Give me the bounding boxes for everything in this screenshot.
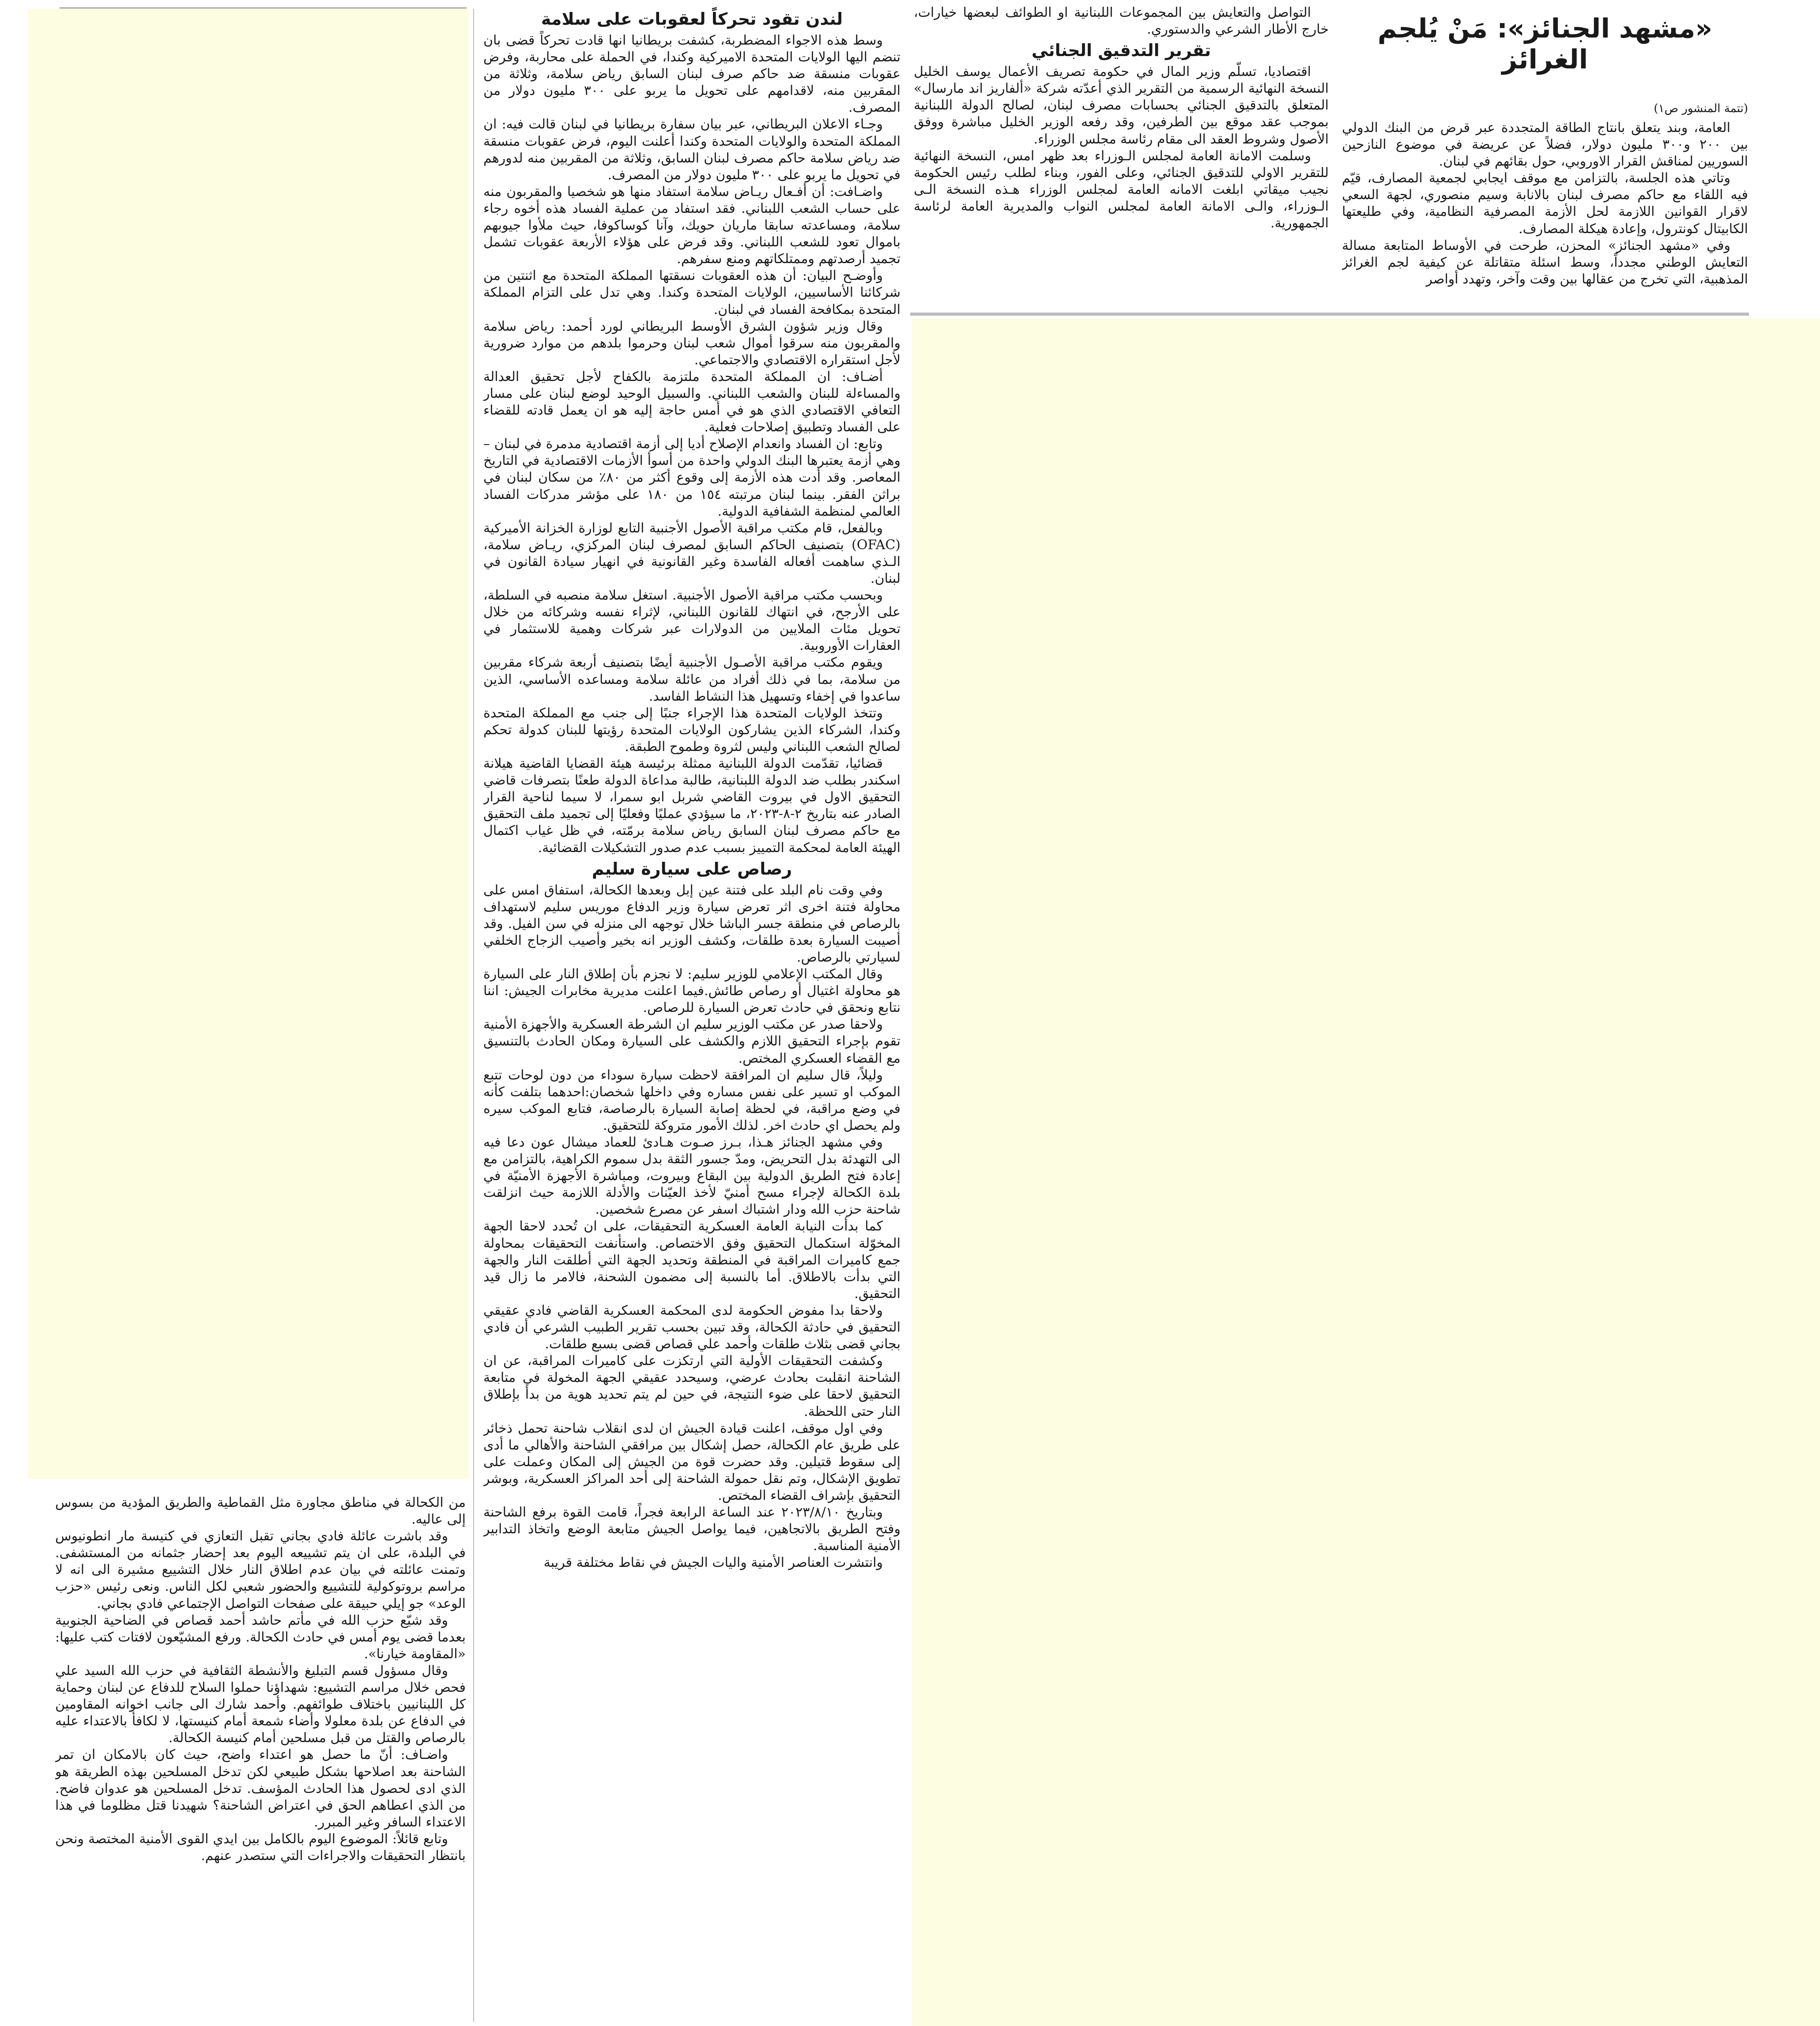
- article-paragraph: وانتشرت العناصر الأمنية واليات الجيش في نقاط مختلفة قريبة: [543, 1555, 883, 1571]
- rule-top-left-box: [60, 7, 467, 9]
- article-paragraph: وفي وقت نام البلد على فتنة عين إبل وبعدها الكحالة، استفاق امس على محاولة فتنة اخرى اثر تعرض سيارة وزير الدفاع موريس سليم لاستهداف بالرصاص في منطقة جسر الباشا خلال توجهه الى منزله في سن الفيل. وقد أصيبت السيارة بعدة طلقات، وكشف الوزير انه بخير وأصيب الزجاج الخلفي لسيارتي بالرصاص.: [483, 882, 901, 965]
- article-paragraph: وقال مسؤول قسم التبليغ والأنشطة الثقافية في حزب الله السيد علي فحص خلال مراسم التشييع: شهداؤنا حملوا السلاح للدفاع عن لبنان وحماية كل اللبنانيين باختلاف طوائفهم. وأحمد شارك الى جانب اخوانه المقاومين في الدفاع عن بلدة معلولا وأضاء شمعة أمام كنيستها، لا لكافأ بالاعتداء عليه بالرصاص والقتل من قبل مسلحين أمام كنيسة الكحالة.: [55, 1663, 466, 1746]
- article-continuation: [55, 1494, 466, 2022]
- article-paragraph: وبالفعل، قام مكتب مراقبة الأصول الأجنبية التابع لوزارة الخزانة الأميركية (OFAC) بتصنيف الحاكم السابق لمصرف لبنان المركزي، ريـاض سلامة، الـذي ساهمت أفعاله الفاسدة وغير القانونية في انهيار سيادة القانون في لبنان.: [483, 520, 901, 586]
- article-paragraph: وفي اول موقف، اعلنت قيادة الجيش ان لدى انقلاب شاحنة تحمل ذخائر على طريق عام الكحالة، حصل إشكال بين مرافقي الشاحنة والأهالي ما أدى إلى سقوط قتيلين. وقد حضرت قوة من الجيش إلى المكان وعملت على تطويق الإشكال، وتم نقل حمولة الشاحنة إلى أحد المراكز العسكرية، وبوشر التحقيق بإشراف القضاء المختص.: [483, 1420, 901, 1503]
- article-paragraph: وكشفت التحقيقات الأولية التي ارتكزت على كاميرات المراقبة، عن ان الشاحنة انقلبت بحادث عرضي، وسيحدد عقيقي الجهة المخولة في متابعة التحقيق لاحقا على ضوء النتيجة، في حين لم يتم تحديد هوية من بدأ بإطلاق النار حتى اللحظة.: [483, 1353, 901, 1419]
- article-paragraph: ولاحقا صدر عن مكتب الوزير سليم ان الشرطة العسكرية والأجهزة الأمنية تقوم بإجراء التحقيق اللازم والكشف على السيارة ومكان الحادث بالتنسيق مع القضاء العسكري المختص.: [483, 1017, 901, 1066]
- article-sanctions: [483, 7, 901, 2022]
- continued-note: (تتمة المنشور ص١): [1654, 102, 1748, 115]
- article-paragraph: وقال وزير شؤون الشرق الأوسط البريطاني لورد أحمد: رياض سلامة والمقربون منه سرقوا أموال شعب لبنان وحرموا بلدهم من موارد ضرورية لأجل استقراره الاقتصادي والاجتماعي.: [483, 318, 901, 368]
- article-paragraph: أضـاف: ان المملكة المتحدة ملتزمة بالكفاح لأجل تحقيق العدالة والمساءلة للبنان والشعب اللبناني. والسبيل الوحيد لوضع لبنان على مسار التعافي الاقتصادي الذي هو في أمس حاجة إليه هو ان يعمل قادته للقضاء على الفساد وتطبيق إصلاحات فعلية.: [483, 369, 901, 435]
- article-paragraph: وسط هذه الاجواء المضطربة، كشفت بريطانيا انها قادت تحركاً قضى بان تنضم اليها الولايات المتحدة الاميركية وكندا، في الحملة على محاربة، وفرض عقوبات منسقة ضد حاكم صرف لبنان السابق رياض سلامة، وثلاثة من المقربين منه، لاقدامهم على تحويل ما يربو على ٣٠٠ مليون دولار من المصرف.: [483, 33, 901, 116]
- article-paragraph: واضـاف: أنّ ما حصل هو اعتداء واضح، حيث كان بالامكان ان تمر الشاحنة بعد اصلاحها بشكل طبيعي لكن تدخل المسلحين بهذه الطريقة هو الذي ادى لحصول هذا الحادث المؤسف. تدخل المسلحين هو عدوان فاضح. من الذي اعطاهم الحق في اعتراض الشاحنة؟ شهيدنا قتل مظلوما في هذا الاعتداء السافر وغير المبرر.: [55, 1747, 466, 1830]
- article-paragraph: واضـافت: أن أفـعال ريـاض سلامة استفاد منها هو شخصيا والمقربون منه على حساب الشعب اللبناني. فقد استفاد من عملية الفساد هذه أخوه رجاء سلامة، ومساعدته سابقا ماريان حويك، وآنا كوساكوفا، حيث ملأوا جيوبهم باموال تعود للشعب اللبناني. وقد فرض على هؤلاء الأربعة عقوبات تشمل تجميد أرصدتهم وممتلكاتهم ومنع سفرهم.: [483, 184, 901, 267]
- article-paragraph: وفي مشهد الجنائز هـذا، بـرز صـوت هـادئ للعماد ميشال عون دعا فيه الى التهدئة بدل التحريض، ومدّ جسور الثقة بدل سموم الكراهية، بالتزامن مع إعادة فتح الطريق الدولية بين البقاع وبيروت، ومباشرة الأجهزة الأمنيّة في بلدة الكحالة لإجراء مسح أمنيّ لأخذ العيّنات والأدلة اللازمة حيث انزلقت شاحنة حزب الله ودار اشتباك اسفر عن مصرع شخصين.: [483, 1135, 901, 1218]
- article-paragraph: قضائيا، تقدّمت الدولة اللبنانية ممثلة برئيسة هيئة القضايا القاضية هيلانة اسكندر بطلب ضد الدولة اللبنانية، طالبة مداعاة الدولة طعنًا بتصرفات قاضي التحقيق الاول في بيروت القاضي شربل ابو سمرا، لا سيما لناحية القرار الصادر عنه بتاريخ ٢-٨-٢٠٢٣، ما سيؤدي عمليًا وفعليًا إلى تجميد ملف التحقيق مع حاكم مصرف لبنان السابق رياض سلامة برمّته، في ظل غياب اكتمال الهيئة العامة لمحكمة التمييز بسبب عدم صدور التشكيلات القضائية.: [483, 756, 901, 856]
- section-heading: رصاص على سيارة سليم: [592, 859, 792, 879]
- section-heading: لندن تقود تحركاً لعقوبات على سلامة: [541, 9, 843, 29]
- article-paragraph: وتابع: ان الفساد وانعدام الإصلاح أديا إلى أزمة اقتصادية مدمرة في لبنان – وهي أزمة يعتبرها البنك الدولي واحدة من أسوأ الأزمات الاقتصادية في التاريخ المعاصر. وقد أدت هذه الأزمة إلى وقوع أكثر من ٨٠٪ من سكان لبنان في براثن الفقر. بينما لبنان مرتبته ١٥٤ من ١٨٠ على مؤشر مدركات الفساد العالمي لمنظمة الشفافية الدولية.: [483, 436, 901, 519]
- article-paragraph: وجـاء الاعلان البريطاني، عبر بيان سفارة بريطانيا في لبنان قالت فيه: ان المملكة المتحدة والولايات المتحدة وكندا أعلنت اليوم، فرض عقوبات منسقة ضد رياض سلامة حاكم مصرف لبنان السابق، وثلاثة من المقربين منه لدورهم في تحويل ما يربو على ٣٠٠ مليون دولار من المصرف.: [483, 117, 901, 183]
- article-paragraph: كما بدأت النيابة العامة العسكرية التحقيقات، على ان تُحدد لاحقا الجهة المخوّلة استكمال التحقيق وفق الاختصاص. واستأنفت التحقيقات بمحاولة جمع كاميرات المراقبة في المنطقة وتحديد الجهة التي أطلقت النار والجهة التي بدأت بالاطلاق. أما بالنسبة إلى مضمون الشحنة، فالامر ما زال قيد التحقيق.: [483, 1219, 901, 1302]
- article-paragraph: ويقوم مكتب مراقبة الأصـول الأجنبية أيضًا بتصنيف أربعة شركاء مقربين من سلامة، بما في ذلك أفراد من عائلة سلامة ومساعده الأساسي، الذين ساعدوا في إخفاء وتسهيل هذا النشاط الفاسد.: [483, 655, 901, 704]
- rule-under-top-articles: [910, 313, 1749, 316]
- blank-area-right: [912, 319, 1820, 2026]
- article-paragraph: وأوضـح البيان: أن هذه العقوبات نسقتها المملكة المتحدة مع اثنتين من شركائنا الأساسيين، الولايات المتحدة وكندا. وهي تدل على التزام المملكة المتحدة بمكافحة الفساد في لبنان.: [483, 268, 901, 317]
- article-paragraph: وسلمت الامانة العامة لمجلس الـوزراء بعد ظهر امس، النسخة النهائية للتقرير الاولي للتدقيق الجنائي، وعلى الفور، وبناء لطلب رئيس الحكومة نجيب ميقاتي ابلغت الامانه العامة لمجلس الوزراء هـذه النسخة الـى الـوزراء، والـى الامانة العامة لمجلس النواب والمديرية العامة لرئاسة الجمهورية.: [914, 148, 1329, 231]
- article-paragraph: وقد شيّع حزب الله في مأتم حاشد أحمد قصاص في الضاحية الجنوبية بعدما قضى يوم أمس في حادث الكحالة. ورفع المشيّعون لافتات كتب عليها: «المقاومة خيارنا».: [55, 1612, 466, 1662]
- article-funerals: [1342, 13, 1748, 311]
- section-heading: تقرير التدقيق الجنائي: [1031, 41, 1211, 60]
- article-paragraph: من الكحالة في مناطق مجاورة مثل القماطية والطريق المؤدية من بسوس إلى عاليه.: [55, 1495, 466, 1528]
- article-paragraph: وقد باشرت عائلة فادي بجاني تقبل التعازي في كنيسة مار انطونيوس في البلدة، على ان يتم تشييعه اليوم بعد إحضار جثمانه من المستشفى. وتمنت عائلته في بيان عدم اطلاق النار خلال التشييع مشيرة الى انه لا مراسم بروتوكولية للتشييع والحضور شعبي لكل الناس. ونعى رئيس «حزب الوعد» جو إيلي حبيقة على صفحات التواصل الإجتماعي فادي بجاني.: [55, 1528, 466, 1611]
- article-paragraph: العامة، وبند يتعلق بانتاج الطاقة المتجددة عبر قرض من البنك الدولي بين ٢٠٠ و٣٠٠ مليون دولار، فضلاً عن عريضة في موضوع النازحين السوريين لمناقش القرار الاوروبي، حول بقائهم في لبنان.: [1342, 120, 1748, 170]
- article-paragraph: التواصل والتعايش بين المجموعات اللبنانية او الطوائف لبعضها خيارات، خارج الأطار الشرعي والدستوري.: [914, 5, 1329, 38]
- headline: «مشهد الجنائز»: مَنْ يُلجم الغرائز: [1377, 13, 1713, 75]
- article-paragraph: وبحسب مكتب مراقبة الأصول الأجنبية. استغل سلامة منصبه في السلطة، على الأرجح، في انتهاك للقانون اللبناني، لإثراء نفسه وشركائه من خلال تحويل مئات الملايين من الدولارات عبر شركات وهمية للاستثمار في العقارات الأوروبية.: [483, 588, 901, 654]
- article-paragraph: ولاحقا بدا مفوض الحكومة لدى المحكمة العسكرية القاضي فادي عقيقي التحقيق في حادثة الكحالة، وقد تبين بحسب تقرير الطبيب الشرعي أن فادي بجاني قضى بثلاث طلقات وأحمد علي قصاص قضى بسبع طلقات.: [483, 1302, 901, 1352]
- article-paragraph: وبتاريخ ٢٠٢٣/٨/١٠ عند الساعة الرابعة فجراً، قامت القوة برفع الشاحنة وفتح الطريق بالاتجاهين، فيما يواصل الجيش متابعة الوضع واتخاذ التدابير الأمنية المناسبة.: [483, 1505, 901, 1554]
- article-forensic-audit: [914, 4, 1329, 309]
- column-divider: [473, 9, 474, 2022]
- blank-area-top-left: [27, 9, 469, 1479]
- article-paragraph: وليلاً، قال سليم ان المرافقة لاحظت سيارة سوداء من دون لوحات تتبع الموكب او تسير على نفس مساره وفي داخلها شخصان:احدهما بتلفت كأنه في وضع مراقبة، في لحظة إصابة السيارة بالرصاصة، فتابع الموكب سيره ولم يحصل اي حادث اخر. لذلك الأمور متروكة للتحقيق.: [483, 1067, 901, 1133]
- article-paragraph: وقال المكتب الإعلامي للوزير سليم: لا نجزم بأن إطلاق النار على السيارة هو محاولة اغتيال أو رصاص طائش.فيما اعلنت مديرية مخابرات الجيش: اننا نتابع ونحقق في حادث تعرض السيارة للرصاص.: [483, 966, 901, 1016]
- article-paragraph: اقتصاديا، تسلّم وزير المال في حكومة تصريف الأعمال يوسف الخليل النسخة النهائية الرسمية من التقرير الذي أعدّته شركة «ألفاريز اند مارسال» المتعلق بالتدقيق الجنائي بحسابات مصرف لبنان، لصالح الدولة اللبنانية بموجب عقد موقع بين الطرفين، وقد رفعه الوزير الخليل مباشرة ووفق الأصول وشروط العقد الى مقام رئاسة مجلس الوزراء.: [914, 64, 1329, 147]
- article-paragraph: وتاتي هذه الجلسة، بالتزامن مع موقف ايجابي لجمعية المصارف، قيّم فيه اللقاء مع حاكم مصرف لبنان بالانابة وسيم منصوري، لجهة السعي لاقرار القوانين اللازمة لحل الأزمة المصرفية النظامية، وفي طليعتها الكابيتال كونترول، وإعادة هيكلة المصارف.: [1342, 170, 1748, 237]
- article-paragraph: وتتخذ الولايات المتحدة هذا الإجراء جنبًا إلى جنب مع المملكة المتحدة وكندا، الشركاء الذين يشاركون الولايات المتحدة رؤيتها للبنان كدولة تحكم لصالح الشعب اللبناني وليس لثروة وطموح الطبقة.: [483, 705, 901, 755]
- article-paragraph: وتابع قائلاً: الموضوع اليوم بالكامل بين ايدي القوى الأمنية المختصة ونحن بانتظار التحقيقات والاجراءات التي ستصدر عنهم.: [55, 1831, 466, 1864]
- article-paragraph: وفي «مشهد الجنائز» المحزن، طرحت في الأوساط المتابعة مسالة التعايش الوطني مجدداً، وسط اسئلة متقاتلة عن كيفية لجم الغرائز المذهبية، التي تخرج من عقالها بين وقت وآخر، وتهدد أواصر: [1342, 238, 1748, 287]
